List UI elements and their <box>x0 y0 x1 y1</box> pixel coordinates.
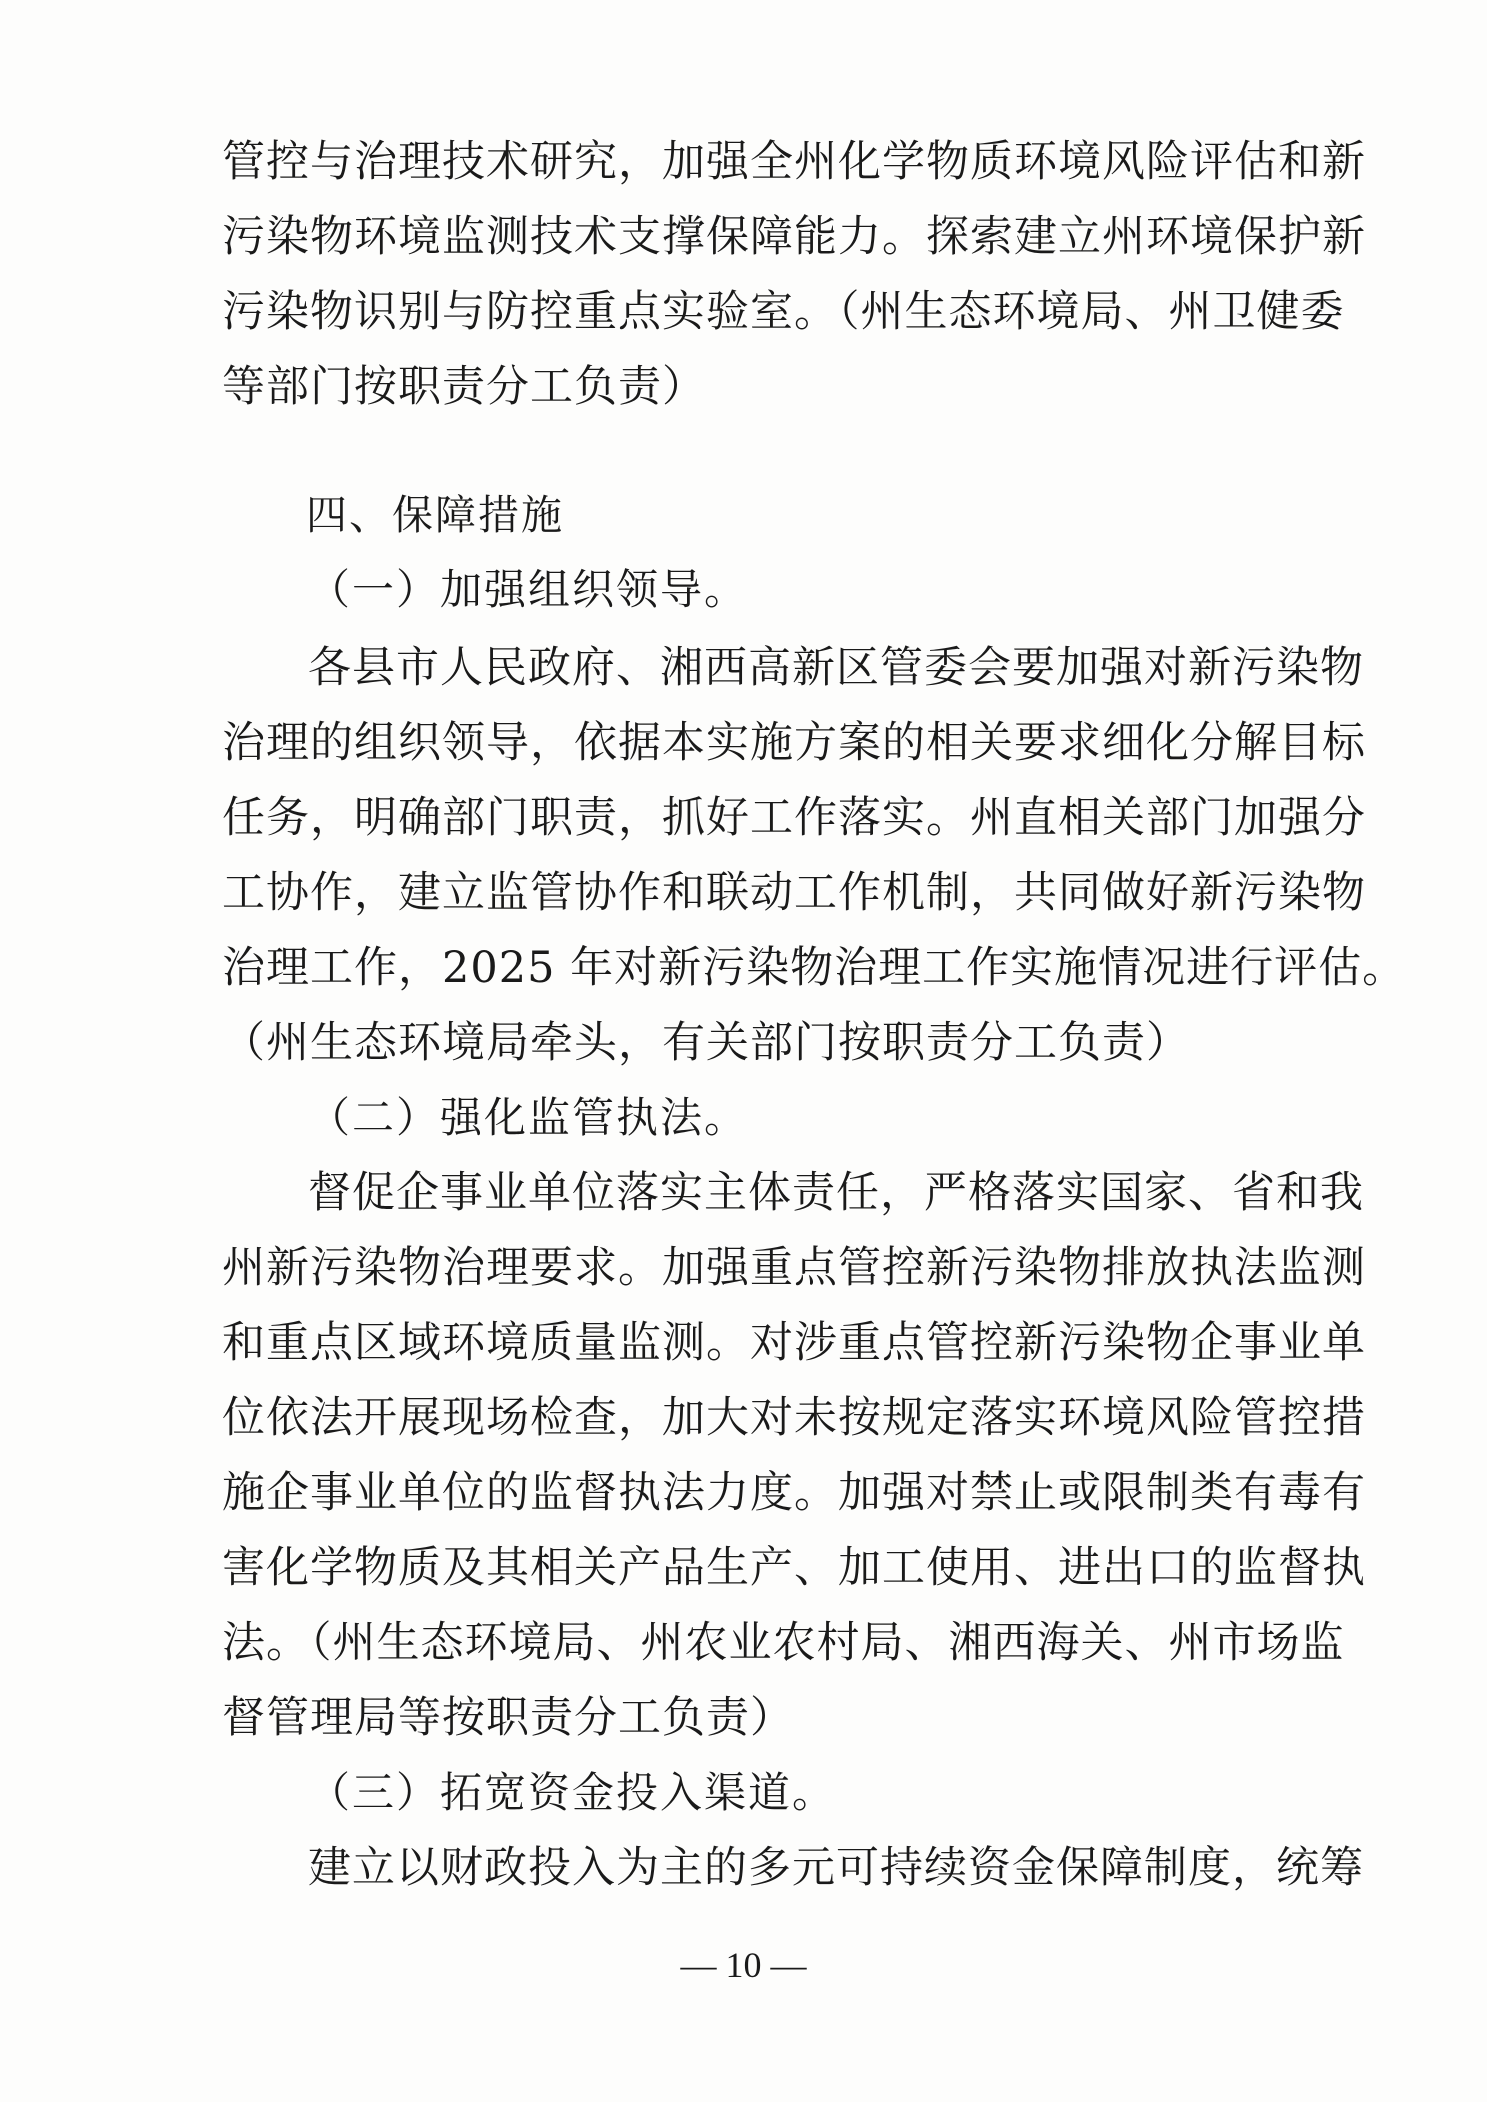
paragraph-line: 污染物环境监测技术支撑保障能力。探索建立州环境保护新 <box>222 212 1366 262</box>
paragraph-line: 督促企事业单位落实主体责任，严格落实国家、省和我 <box>308 1168 1364 1218</box>
subsection-heading: （一）加强组织领导。 <box>308 565 749 614</box>
paragraph-line: 治理的组织领导，依据本实施方案的相关要求细化分解目标 <box>222 718 1366 768</box>
paragraph-line: 施企事业单位的监督执法力度。加强对禁止或限制类有毒有 <box>222 1468 1366 1518</box>
paragraph-line: 督管理局等按职责分工负责） <box>222 1693 794 1743</box>
section-heading: 四、保障措施 <box>306 491 564 539</box>
paragraph-line: 等部门按职责分工负责） <box>222 362 706 412</box>
paragraph-line: 法。（州生态环境局、州农业农村局、湘西海关、州市场监 <box>222 1618 1345 1668</box>
paragraph-line: 任务，明确部门职责，抓好工作落实。州直相关部门加强分 <box>222 793 1366 843</box>
paragraph-line: 污染物识别与防控重点实验室。（州生态环境局、州卫健委 <box>222 287 1345 337</box>
paragraph-line: 位依法开展现场检查，加大对未按规定落实环境风险管控措 <box>222 1393 1366 1443</box>
subsection-heading: （二）强化监管执法。 <box>308 1093 749 1142</box>
paragraph-line: 各县市人民政府、湘西高新区管委会要加强对新污染物 <box>308 643 1364 693</box>
paragraph-line: 工协作，建立监管协作和联动工作机制，共同做好新污染物 <box>222 868 1366 918</box>
subsection-heading: （三）拓宽资金投入渠道。 <box>308 1768 837 1817</box>
page-number: — 10 — <box>680 1945 807 1985</box>
paragraph-line: 害化学物质及其相关产品生产、加工使用、进出口的监督执 <box>222 1543 1366 1593</box>
paragraph-line: （州生态环境局牵头，有关部门按职责分工负责） <box>222 1018 1190 1068</box>
paragraph-line: 和重点区域环境质量监测。对涉重点管控新污染物企事业单 <box>222 1318 1366 1368</box>
paragraph-line: 治理工作，2025 年对新污染物治理工作实施情况进行评估。 <box>222 943 1407 993</box>
paragraph-line: 建立以财政投入为主的多元可持续资金保障制度，统筹 <box>308 1843 1364 1893</box>
paragraph-line: 州新污染物治理要求。加强重点管控新污染物排放执法监测 <box>222 1243 1366 1293</box>
paragraph-line: 管控与治理技术研究，加强全州化学物质环境风险评估和新 <box>222 137 1366 187</box>
